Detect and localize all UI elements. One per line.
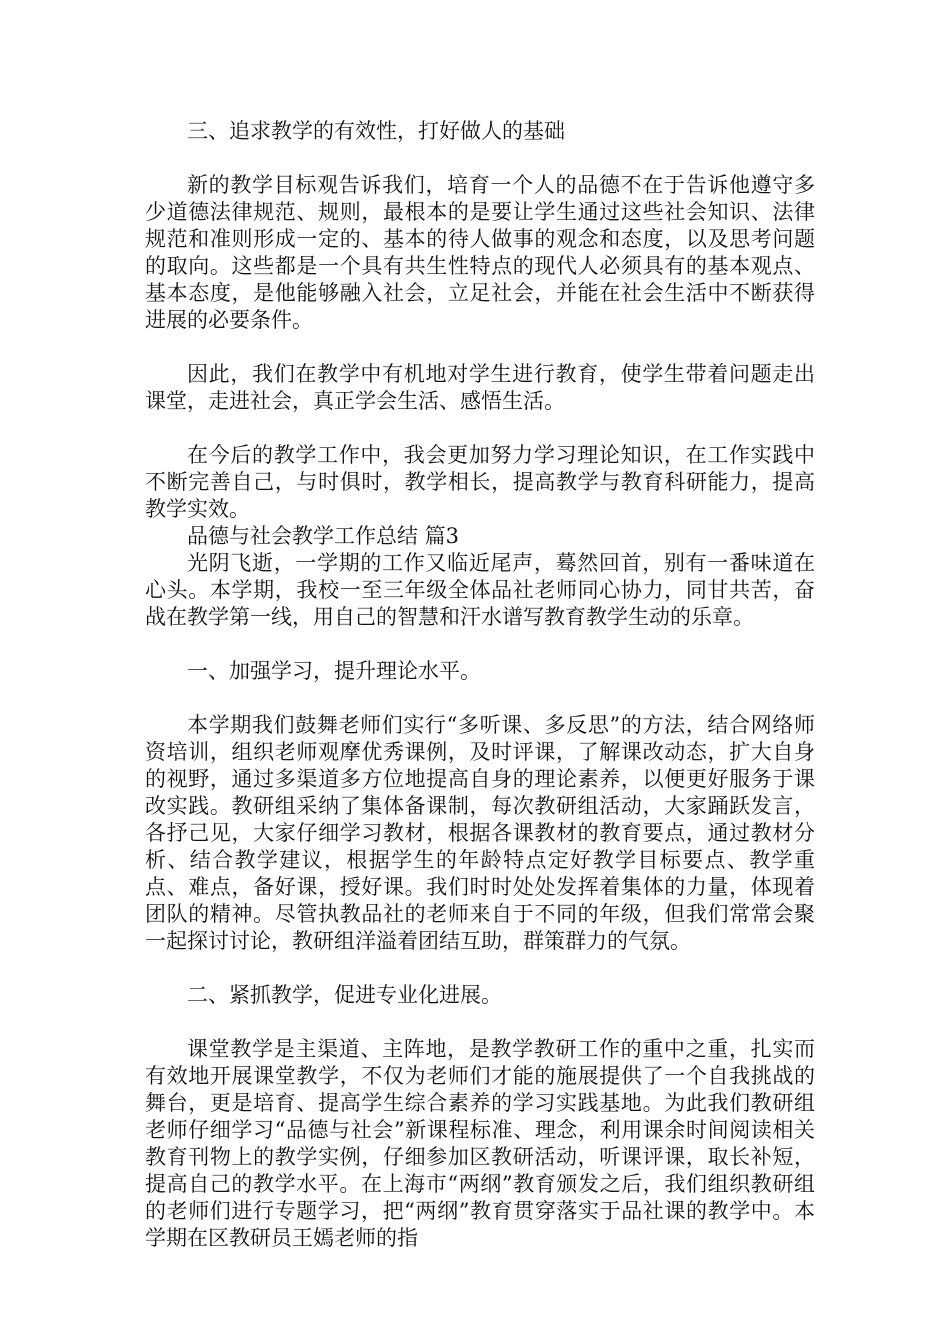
body-paragraph: 新的教学目标观告诉我们，培育一个人的品德不在于告诉他遵守多少道德法律规范、规则，最根本的是要让学生通过这些社会知识、法律规范和准则形成一定的、基本的待人做事的观念和态度，以及思考问题的取向。这些都是一个具有共生性特点的现代人必须具有的基本观点、基本态度，是他能够融入社会，立足社会，并能在社会生活中不断获得进展的必要条件。 xyxy=(145,173,815,332)
spacer xyxy=(145,145,815,172)
document-page xyxy=(145,118,815,1252)
section-heading-3: 三、追求教学的有效性，打好做人的基础 xyxy=(187,119,565,143)
body-paragraph: 光阴飞逝，一学期的工作又临近尾声，蓦然回首，别有一番味道在心头。本学期，我校一至三年级全体品社老师同心协力，同甘共苦，奋战在教学第一线，用自己的智慧和汗水谱写教育教学生动的乐章。 xyxy=(145,551,815,629)
spacer xyxy=(145,334,815,361)
body-paragraph: 在今后的教学工作中，我会更加努力学习理论知识，在工作实践中不断完善自己，与时俱时，教学相长，提高教学与教育科研能力，提高教学实效。 xyxy=(145,443,815,521)
body-paragraph: 因此，我们在教学中有机地对学生进行教育，使学生带着问题走出课堂，走进社会，真正学会生活、感悟生活。 xyxy=(145,362,815,413)
spacer xyxy=(145,955,815,982)
spacer xyxy=(145,631,815,658)
section-heading-1: 一、加强学习，提升理论水平。 xyxy=(187,659,481,683)
body-paragraph: 课堂教学是主渠道、主阵地，是教学教研工作的重中之重，扎实而有效地开展课堂教学，不仅为老师们才能的施展提供了一个自我挑战的舞台，更是培育、提高学生综合素养的学习实践基地。为此我们教研组老师仔细学习“品德与社会”新课程标准、理念，利用课余时间阅读相关教育刊物上的教学实例，仔细参加区教研活动，听课评课，取长补短，提高自己的教学水平。在上海市“两纲”教育颁发之后，我们组织教研组的老师们进行专题学习，把“两纲”教育贯穿落实于品社课的教学中。本学期在区教研员王嫣老师的指 xyxy=(145,1037,815,1250)
spacer xyxy=(145,685,815,712)
spacer xyxy=(145,415,815,442)
section-heading-2: 二、紧抓教学，促进专业化进展。 xyxy=(187,983,502,1007)
article-title: 品德与社会教学工作总结 篇3 xyxy=(187,524,460,548)
body-paragraph: 本学期我们鼓舞老师们实行“多听课、多反思”的方法，结合网络师资培训，组织老师观摩优秀课例，及时评课，了解课改动态，扩大自身的视野，通过多渠道多方位地提高自身的理论素养，以便更好服务于课改实践。教研组采纳了集体备课制，每次教研组活动，大家踊跃发言，各抒己见，大家仔细学习教材，根据各课教材的教育要点，通过教材分析、结合教学建议，根据学生的年龄特点定好教学目标要点、教学重点、难点，备好课，授好课。我们时时处处发挥着集体的力量，体现着团队的精神。尽管执教品社的老师来自于不同的年级，但我们常常会聚一起探讨讨论，教研组洋溢着团结互助，群策群力的气氛。 xyxy=(145,713,815,953)
spacer xyxy=(145,1009,815,1036)
